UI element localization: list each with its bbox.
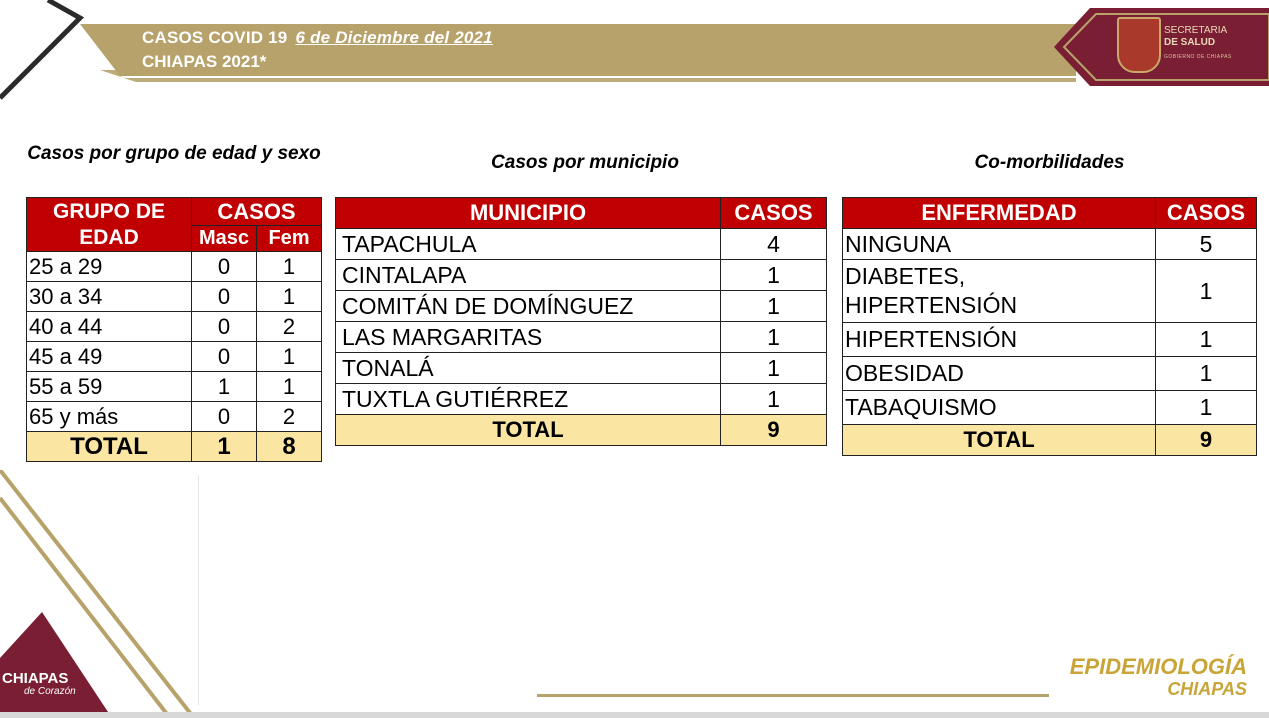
fem-cell: 2 bbox=[257, 312, 322, 342]
municipio-cell: COMITÁN DE DOMÍNGUEZ bbox=[336, 291, 721, 322]
logo-line3: GOBIERNO DE CHIAPAS bbox=[1164, 54, 1232, 60]
col-header-enfermedad: ENFERMEDAD bbox=[843, 198, 1156, 229]
total-value: 9 bbox=[1156, 425, 1257, 456]
table-row bbox=[336, 353, 827, 384]
col-header-group: GRUPO DE EDAD bbox=[27, 198, 192, 252]
cases-cell: 5 bbox=[1156, 229, 1257, 260]
table-row bbox=[336, 291, 827, 322]
table-row bbox=[27, 312, 322, 342]
cases-cell: 1 bbox=[721, 353, 827, 384]
masc-cell: 1 bbox=[192, 372, 257, 402]
disease-line2: HIPERTENSIÓN bbox=[845, 292, 1018, 318]
municipio-cell: TUXTLA GUTIÉRREZ bbox=[336, 384, 721, 415]
table-row bbox=[27, 372, 322, 402]
age-group-cell: 45 a 49 bbox=[27, 342, 192, 372]
chiapas-logo-title: CHIAPAS bbox=[2, 670, 69, 687]
cases-cell: 1 bbox=[721, 384, 827, 415]
age-sex-table bbox=[26, 197, 322, 462]
table-row bbox=[336, 322, 827, 353]
epidemiologia-logo bbox=[1070, 656, 1247, 700]
municipio-table bbox=[335, 197, 827, 446]
masc-cell: 0 bbox=[192, 282, 257, 312]
comorbidities-table bbox=[842, 197, 1257, 456]
table-row bbox=[336, 384, 827, 415]
masc-cell: 0 bbox=[192, 342, 257, 372]
epidemiologia-line1: EPIDEMIOLOGÍA bbox=[1069, 654, 1247, 679]
fem-cell: 1 bbox=[257, 282, 322, 312]
comorb-section-title: Co-morbilidades bbox=[974, 152, 1125, 173]
header-subtitle: CHIAPAS 2021* bbox=[142, 52, 267, 71]
col-header-fem: Fem bbox=[257, 226, 322, 252]
cases-cell: 1 bbox=[1156, 260, 1257, 323]
total-label: TOTAL bbox=[27, 432, 192, 462]
disease-cell: HIPERTENSIÓN bbox=[843, 323, 1156, 357]
cases-cell: 1 bbox=[721, 260, 827, 291]
age-group-cell: 65 y más bbox=[27, 402, 192, 432]
total-row bbox=[843, 425, 1257, 456]
municipio-section-title: Casos por municipio bbox=[491, 152, 679, 173]
masc-cell: 0 bbox=[192, 312, 257, 342]
total-row bbox=[27, 432, 322, 462]
col-header-municipio: MUNICIPIO bbox=[336, 198, 721, 229]
logo-line1: SECRETARIA bbox=[1164, 25, 1228, 36]
total-label: TOTAL bbox=[336, 415, 721, 446]
fem-cell: 2 bbox=[257, 402, 322, 432]
table-row bbox=[843, 357, 1257, 391]
table-row bbox=[843, 391, 1257, 425]
total-value: 9 bbox=[721, 415, 827, 446]
table-row bbox=[336, 229, 827, 260]
disease-cell: NINGUNA bbox=[843, 229, 1156, 260]
total-label: TOTAL bbox=[843, 425, 1156, 456]
table-row bbox=[27, 402, 322, 432]
disease-cell: OBESIDAD bbox=[843, 357, 1156, 391]
total-row bbox=[336, 415, 827, 446]
chiapas-logo-subtitle: de Corazón bbox=[24, 686, 76, 697]
cases-cell: 4 bbox=[721, 229, 827, 260]
table-row bbox=[27, 252, 322, 282]
age-group-cell: 25 a 29 bbox=[27, 252, 192, 282]
disease-cell bbox=[843, 260, 1156, 323]
divider bbox=[198, 475, 199, 705]
fem-cell: 1 bbox=[257, 342, 322, 372]
cases-cell: 1 bbox=[1156, 391, 1257, 425]
total-fem: 8 bbox=[257, 432, 322, 462]
chiapas-logo-shape bbox=[0, 612, 120, 718]
age-section-title: Casos por grupo de edad y sexo bbox=[27, 143, 321, 164]
municipio-cell: TONALÁ bbox=[336, 353, 721, 384]
cases-cell: 1 bbox=[1156, 357, 1257, 391]
table-row bbox=[27, 342, 322, 372]
logo-line2: DE SALUD bbox=[1164, 37, 1216, 48]
header-title-text: CASOS COVID 19 bbox=[142, 28, 288, 47]
table-row bbox=[336, 260, 827, 291]
cases-cell: 1 bbox=[721, 322, 827, 353]
municipio-cell: TAPACHULA bbox=[336, 229, 721, 260]
table-row bbox=[843, 323, 1257, 357]
masc-cell: 0 bbox=[192, 252, 257, 282]
total-masc: 1 bbox=[192, 432, 257, 462]
col-header-cases: CASOS bbox=[192, 198, 322, 226]
fem-cell: 1 bbox=[257, 252, 322, 282]
age-group-cell: 30 a 34 bbox=[27, 282, 192, 312]
cases-cell: 1 bbox=[721, 291, 827, 322]
header-title bbox=[142, 28, 493, 48]
municipio-cell: LAS MARGARITAS bbox=[336, 322, 721, 353]
table-row bbox=[843, 260, 1257, 323]
bottom-strip bbox=[0, 712, 1269, 718]
municipio-cell: CINTALAPA bbox=[336, 260, 721, 291]
table-row bbox=[843, 229, 1257, 260]
age-group-cell: 40 a 44 bbox=[27, 312, 192, 342]
col-header-masc: Masc bbox=[192, 226, 257, 252]
table-row bbox=[27, 282, 322, 312]
chiapas-logo bbox=[2, 672, 76, 698]
cases-cell: 1 bbox=[1156, 323, 1257, 357]
col-header-cases: CASOS bbox=[1156, 198, 1257, 229]
disease-line1: DIABETES, bbox=[845, 263, 966, 289]
header-date: 6 de Diciembre del 2021 bbox=[295, 28, 493, 47]
col-header-cases: CASOS bbox=[721, 198, 827, 229]
disease-cell: TABAQUISMO bbox=[843, 391, 1156, 425]
epidemiologia-line2: CHIAPAS bbox=[1167, 679, 1247, 699]
age-group-cell: 55 a 59 bbox=[27, 372, 192, 402]
footer-line bbox=[537, 694, 1049, 697]
masc-cell: 0 bbox=[192, 402, 257, 432]
fem-cell: 1 bbox=[257, 372, 322, 402]
coat-of-arms-icon bbox=[1117, 17, 1161, 73]
